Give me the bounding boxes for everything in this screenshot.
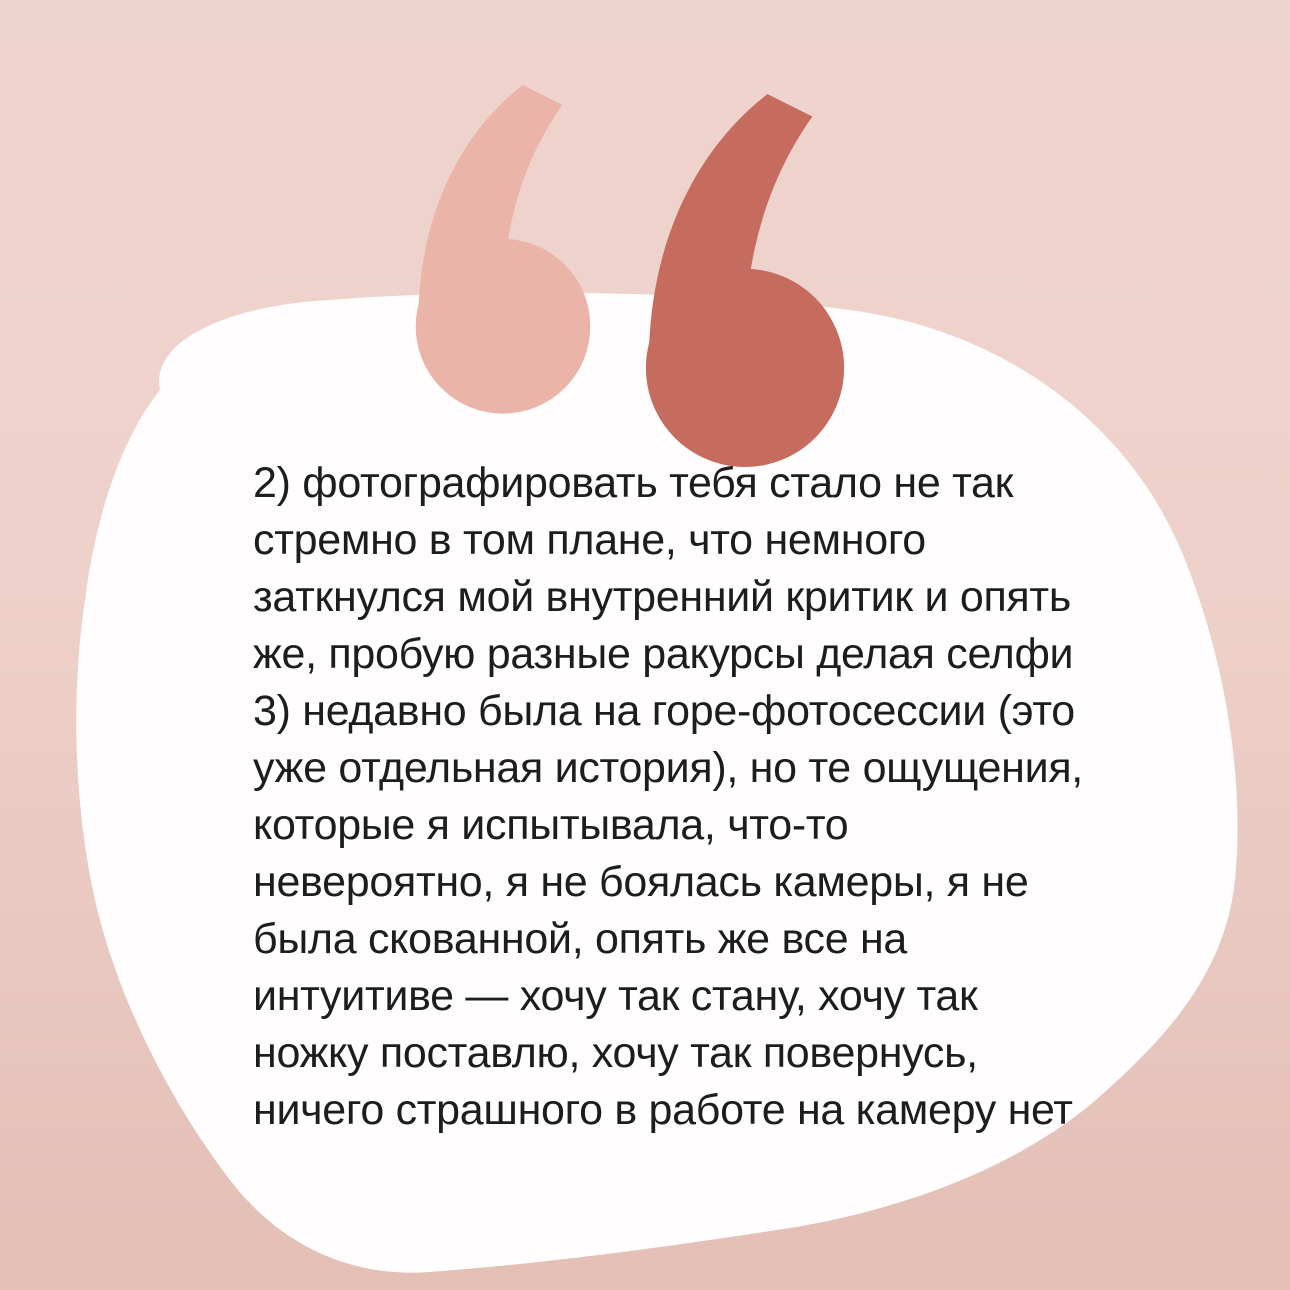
quote-line: уже отдельная история), но те ощущения,	[253, 744, 1083, 792]
quote-line: ничего страшного в работе на камеру нет	[253, 1086, 1073, 1134]
quote-line: интуитиве — хочу так стану, хочу так	[253, 972, 978, 1020]
quote-text-block	[253, 455, 1123, 1139]
quote-line: ножку поставлю, хочу так повернусь,	[253, 1029, 978, 1077]
quote-line: 2) фотографировать тебя стало не так	[253, 459, 1014, 507]
quote-line: 3) недавно была на горе-фотосессии (это	[253, 687, 1075, 735]
quote-line: заткнулся мой внутренний критик и опять	[253, 573, 1071, 621]
opening-quote-icon-light	[413, 70, 593, 426]
quote-line: стремно в том плане, что немного	[253, 516, 926, 564]
quote-line: которые я испытывала, что-то	[253, 801, 849, 849]
quote-line: невероятно, я не боялась камеры, я не	[253, 858, 1029, 906]
opening-quote-icon-dark	[636, 90, 854, 468]
quote-line: была скованной, опять же все на	[253, 915, 908, 963]
quote-line: же, пробую разные ракурсы делая селфи	[253, 630, 1074, 678]
